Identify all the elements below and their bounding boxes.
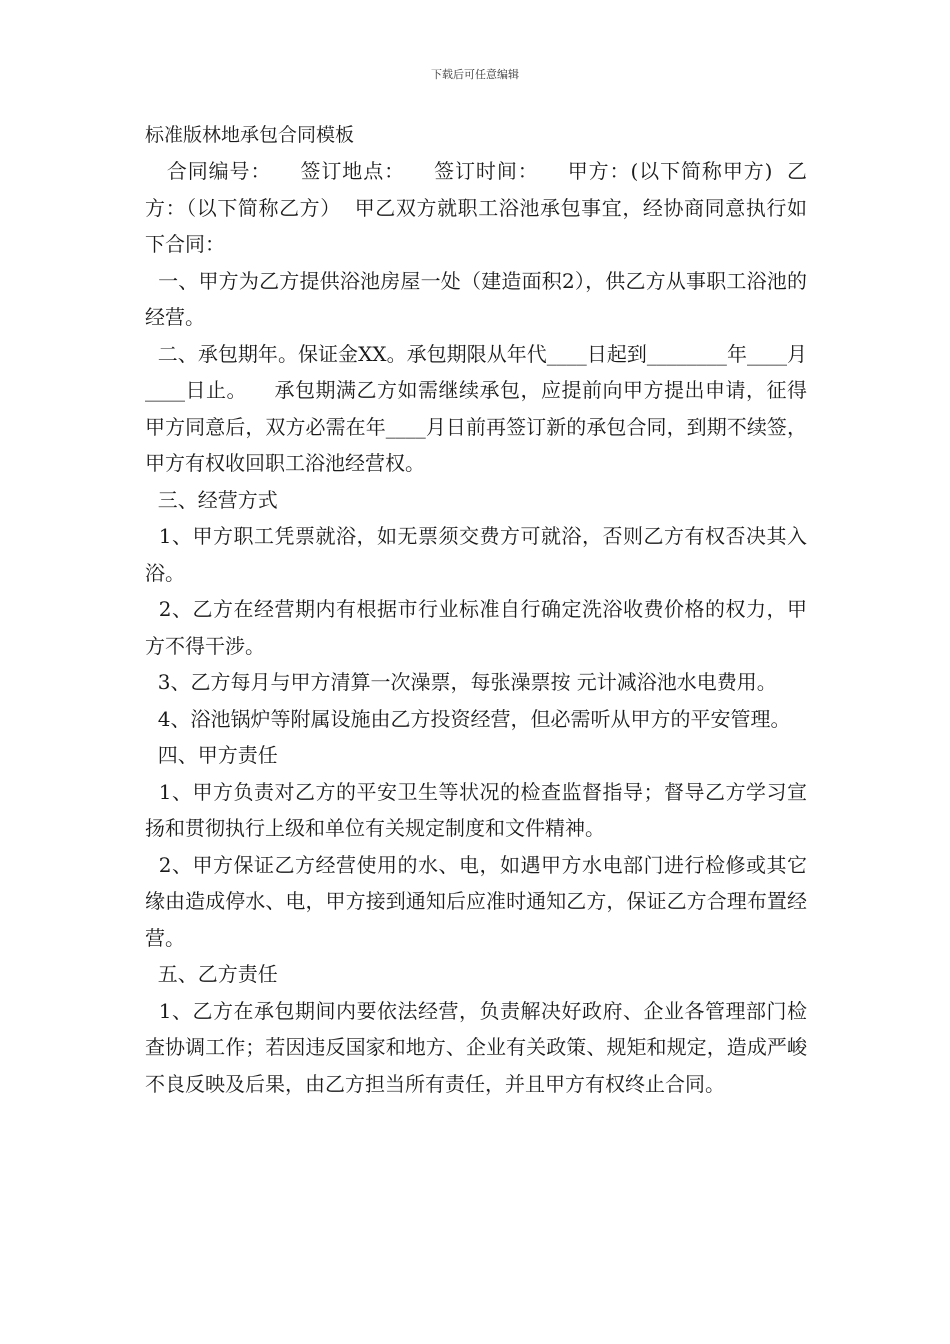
paragraph-party-a-1: 1、甲方负责对乙方的平安卫生等状况的检查监督指导；督导乙方学习宣扬和贯彻执行上级和单位有关规定制度和文件精神。 [145, 779, 807, 840]
paragraph-clause-2: 二、承包期年。保证金XX。承包期限从年代____日起到________年____月____日止。 承包期满乙方如需继续承包，应提前向甲方提出申请，征得甲方同意后，双方必需在年____月日前再签订新的承包合同，到期不续签，甲方有权收回职工浴池经营权。 [145, 341, 807, 475]
paragraph-operation-1: 1、甲方职工凭票就浴，如无票须交费方可就浴，否则乙方有权否决其入浴。 [145, 524, 807, 585]
page-header-note: 下载后可任意编辑 [431, 68, 519, 81]
paragraph-operation-2: 2、乙方在经营期内有根据市行业标准自行确定洗浴收费价格的权力，甲方不得干涉。 [145, 597, 807, 658]
document-body [145, 117, 807, 1102]
document-title: 标准版林地承包合同模板 [145, 124, 355, 146]
paragraph-party-b-1: 1、乙方在承包期间内要依法经营，负责解决好政府、企业各管理部门检查协调工作；若因违反国家和地方、企业有关政策、规矩和规定，造成严峻不良反映及后果，由乙方担当所有责任，并且甲方有权终止合同。 [145, 998, 807, 1096]
section-heading-operation: 三、经营方式 [145, 487, 278, 512]
paragraph-preamble: 合同编号： 签订地点： 签订时间： 甲方：(以下简称甲方) 乙方：（以下简称乙方） 甲乙双方就职工浴池承包事宜，经协商同意执行如下合同： [145, 159, 807, 256]
paragraph-party-a-2: 2、甲方保证乙方经营使用的水、电，如遇甲方水电部门进行检修或其它缘由造成停水、电，甲方接到通知后应准时通知乙方，保证乙方合理布置经营。 [145, 852, 807, 950]
paragraph-operation-3: 3、乙方每月与甲方清算一次澡票，每张澡票按 元计减浴池水电费用。 [145, 670, 777, 694]
paragraph-clause-1: 一、甲方为乙方提供浴池房屋一处（建造面积2），供乙方从事职工浴池的经营。 [145, 268, 807, 329]
section-heading-party-a: 四、甲方责任 [145, 743, 278, 767]
section-heading-party-b: 五、乙方责任 [145, 962, 278, 986]
paragraph-operation-4: 4、浴池锅炉等附属设施由乙方投资经营，但必需听从甲方的平安管理。 [145, 706, 791, 731]
